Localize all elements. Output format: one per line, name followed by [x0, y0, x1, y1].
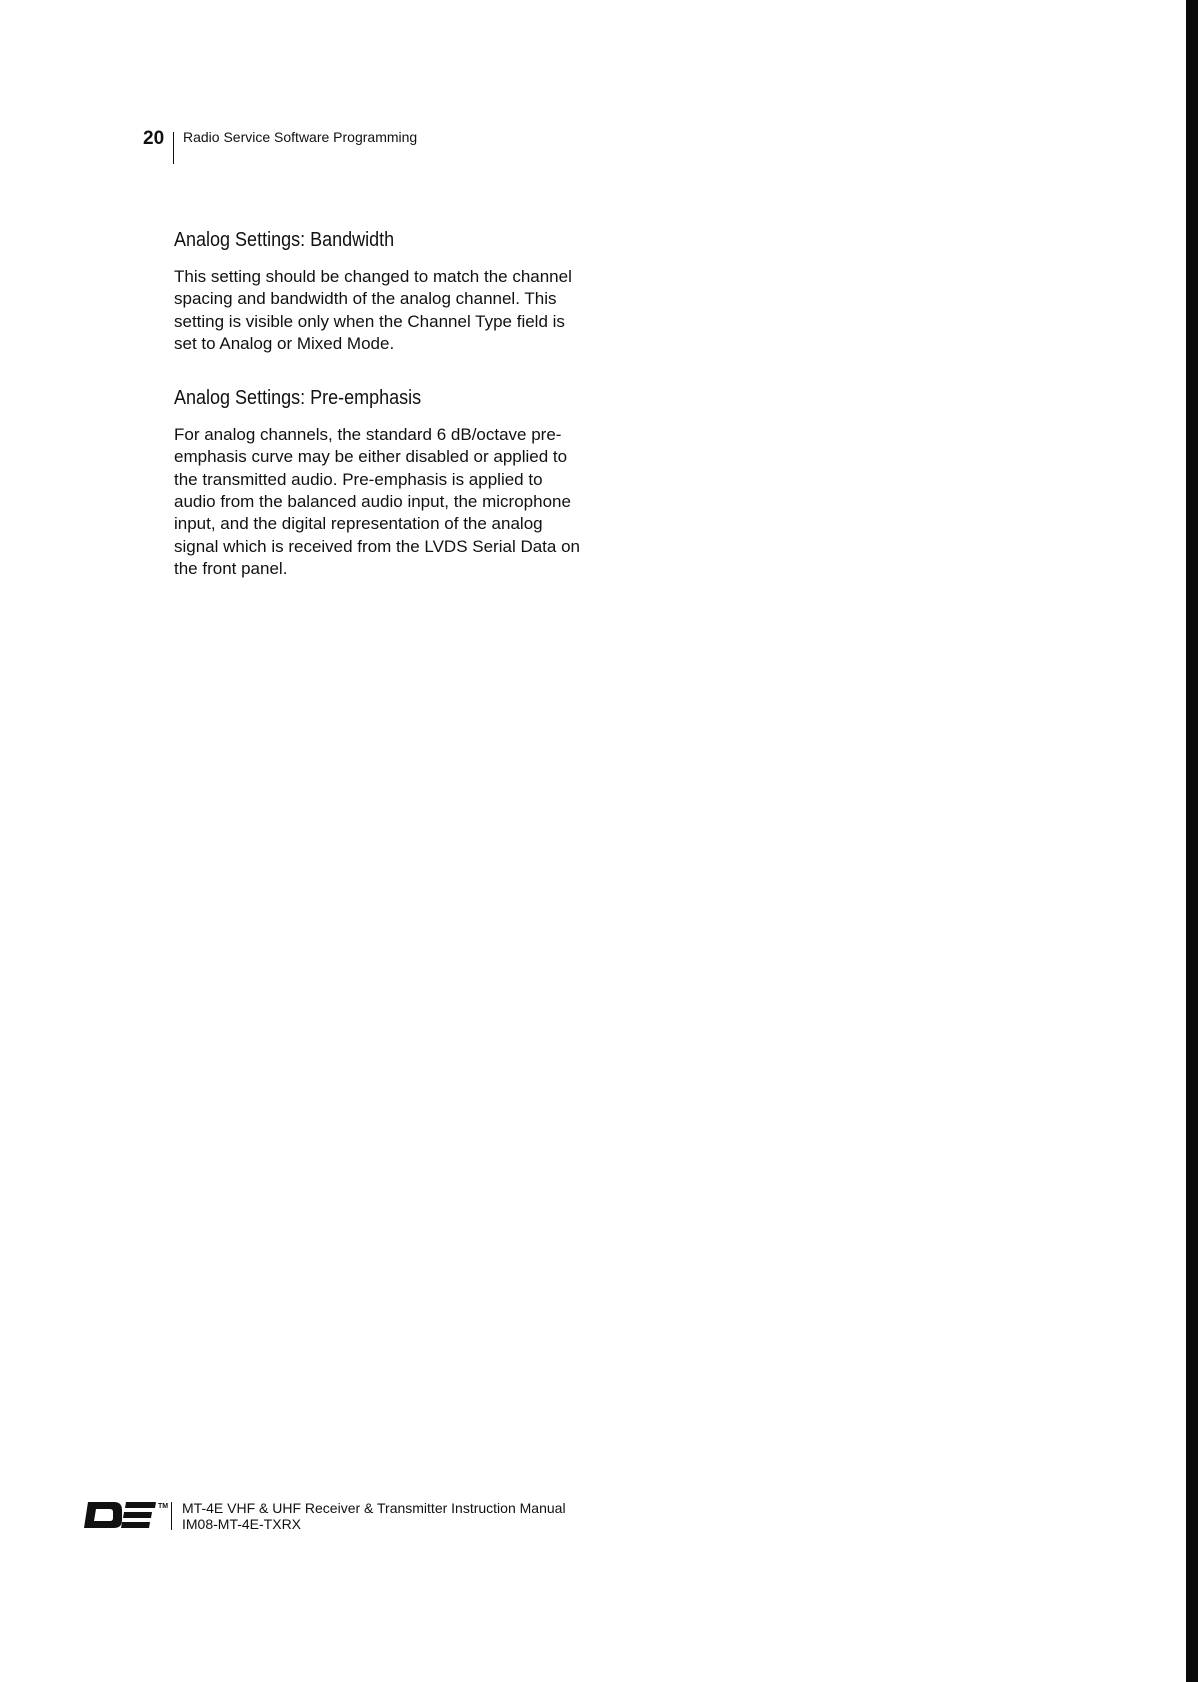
page-number: 20 — [143, 128, 165, 149]
section-heading: Analog Settings: Pre-emphasis — [174, 387, 422, 410]
svg-text:TM: TM — [158, 1503, 169, 1510]
section-body: This setting should be changed to match the channel spacing and bandwidth of the analog channel. This setting is visible only when the Channel Type field is set to Analog or Mixed Mode. — [174, 267, 572, 353]
section-heading: Analog Settings: Bandwidth — [174, 229, 395, 251]
header-divider — [173, 132, 174, 164]
footer-divider — [171, 1502, 172, 1530]
document-id: IM08-MT-4E-TXRX — [182, 1516, 302, 1532]
section-bandwidth — [174, 228, 584, 355]
manual-title: MT-4E VHF & UHF Receiver & Transmitter Instruction Manual — [182, 1500, 566, 1516]
page-edge-bar — [1186, 0, 1198, 1682]
running-header-title: Radio Service Software Programming — [183, 129, 418, 145]
section-body: For analog channels, the standard 6 dB/octave pre-emphasis curve may be either disabled or applied to the transmitted audio. Pre-emphasis is applied to audio from the balanced audio input, the microphone input, and the digital representation of the analog signal which is received from the LVDS Serial Data on the front panel. — [174, 425, 580, 578]
footer-text — [182, 1500, 566, 1532]
page-content — [174, 228, 584, 580]
company-logo — [84, 1500, 167, 1530]
section-pre-emphasis — [174, 386, 584, 580]
